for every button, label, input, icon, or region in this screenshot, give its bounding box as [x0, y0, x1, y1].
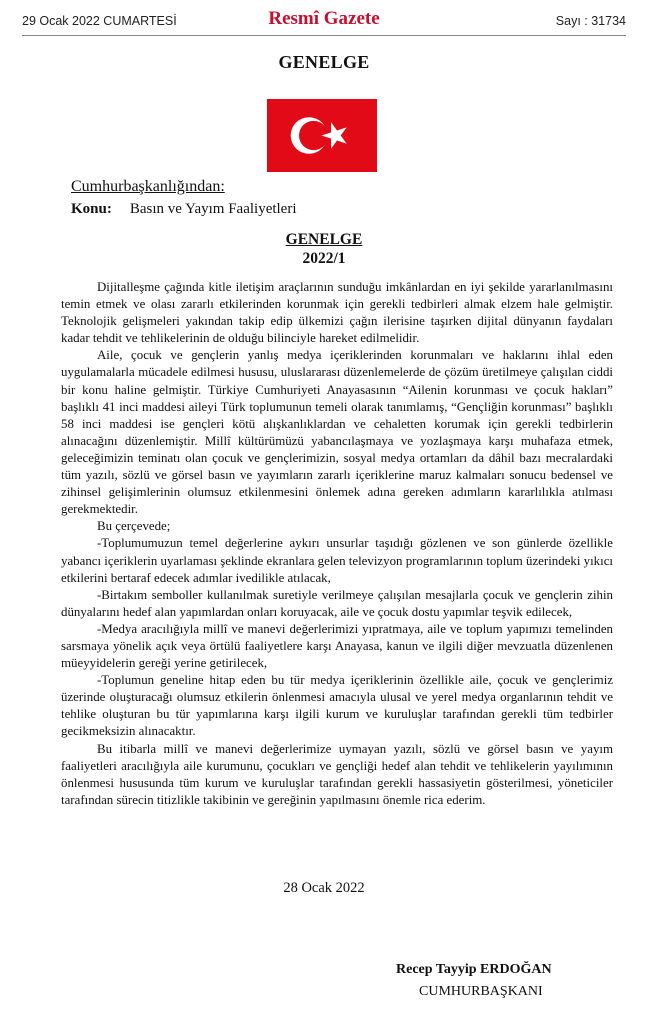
turkish-flag-icon	[267, 99, 377, 172]
paragraph: Dijitalleşme çağında kitle iletişim araçlarının sunduğu imkânlardan en iyi şekilde yararlanılmasını temin etmek ve olası zararlı etkilerinden korunmak için gerekli tedbirleri almak elzem hale gelmiştir. Teknolojik gelişmeleri yakından takip edip ülkemizi çağın ilerisine taşırken dijital dünyanın faydaları kadar tehdit ve tehlikelerinin de olduğu bilinciyle hareket edilmelidir.	[61, 280, 613, 346]
circular-body	[61, 279, 613, 809]
subject-value: Basın ve Yayım Faaliyetleri	[129, 201, 297, 217]
paragraph: -Medya aracılığıyla millî ve manevi değerlerimizi yıpratmaya, aile ve toplum yapımızı temelinden sarsmaya yönelik açık veya örtülü faaliyetlere karşı Anayasa, kanun ve ilgili diğer mevzuatla düzenlenen müeyyidelerin gereği yerine getirilecek,	[61, 621, 613, 671]
paragraph: -Toplumun geneline hitap eden bu tür medya içeriklerinin özellikle aile, çocuk ve gençlerimiz üzerinde oluşturacağı olumsuz etkilerin önlenmesi amacıyla ulusal ve yerel medya organlarının tehdit ve tehlike oluşturan bu tür yapımlarına karşı ilgili kurum ve kuruluşlar tarafından gerekli tüm tedbirler gecikmeksizin alınacaktır.	[61, 673, 613, 739]
subject-line	[71, 201, 297, 218]
circular-heading	[0, 230, 648, 268]
document-date: 28 Ocak 2022	[283, 880, 365, 896]
header-date: 29 Ocak 2022 CUMARTESİ	[22, 14, 177, 28]
signatory-title: CUMHURBAŞKANI	[419, 984, 543, 999]
signatory-first-name: Recep Tayyip	[396, 962, 481, 977]
paragraph: Bu çerçevede;	[97, 519, 171, 534]
subject-label: Konu:	[71, 201, 112, 217]
gazette-title: Resmî Gazete	[268, 8, 380, 29]
signatory-surname: ERDOĞAN	[480, 962, 552, 977]
page-title: GENELGE	[278, 52, 370, 72]
gazette-header	[22, 8, 626, 38]
signatory-name	[396, 962, 552, 978]
paragraph: Aile, çocuk ve gençlerin yanlış medya içeriklerinden korunmaları ve haklarını ihlal eden uygulamalarla mücadele edilmesi hususu, uluslararası düzenlemelerde de çözüm üretilmeye çalışılan ciddi bir konu haline gelmiştir. Türkiye Cumhuriyeti Anayasasının “Ailenin korunması ve çocuk hakları” başlıklı 41 inci maddesi aileyi Türk toplumunun temeli olarak tanımlamış, “Gençliğin korunması” başlıklı 58 inci maddesi ise gençleri kötü alışkanlıklardan ve cehaletten korumak için gerekli tedbirlerin alınacağını düzenlemiştir. Millî kültürümüzü yabancılaşmaya ve yozlaşmaya karşı muhafaza etmek, geleceğimizin teminatı olan çocuk ve gençlerimizin, sosyal medya ortamları da dâhil bazı mecralardaki tüm yazılı, sözlü ve görsel basın ve yayımların zararlı içeriklerine maruz kalmaları sonucu bedensel ve zihinsel gelişimlerinin olumsuz etkilenmesini önlemek adına gereken adımların kararlılıkla atılması gerekmektedir.	[61, 348, 613, 517]
circular-number: 2022/1	[302, 250, 346, 267]
paragraph: -Birtakım semboller kullanılmak suretiyle verilmeye çalışılan mesajlarla çocuk ve gençlerin zihin dünyalarını hedef alan yapımlardan onları koruyacak, aile ve çocuk dostu yapımlar teşvik edilecek,	[61, 587, 613, 619]
issuing-authority: Cumhurbaşkanlığından:	[71, 178, 225, 195]
issue-number: Sayı : 31734	[555, 14, 626, 28]
paragraph: Bu itibarla millî ve manevi değerlerimize uymayan yazılı, sözlü ve görsel basın ve yayım faaliyetleri aracılığıyla aile kurumunu, çocukları ve gençliği hedef alan tehdit ve tehlikelerin yayılımının önlenmesi hususunda tüm kurum ve kuruluşlar tarafından gerekli hassasiyetin gösterilmesi, yöneticiler tarafından sürecin titizlikle takibinin ve gereğinin yapılmasını önemle rica ederim.	[61, 741, 613, 807]
header-divider	[22, 35, 626, 36]
circular-title: GENELGE	[285, 231, 363, 248]
paragraph: -Toplumumuzun temel değerlerine aykırı unsurlar taşıdığı gözlenen ve son günlerde özellikle yabancı içeriklerin uyarlaması şeklinde ekranlara gelen televizyon programlarının toplum üzerindeki yıkıcı etkilerini bertaraf edecek adımlar ivedilikle atılacak,	[61, 536, 613, 585]
